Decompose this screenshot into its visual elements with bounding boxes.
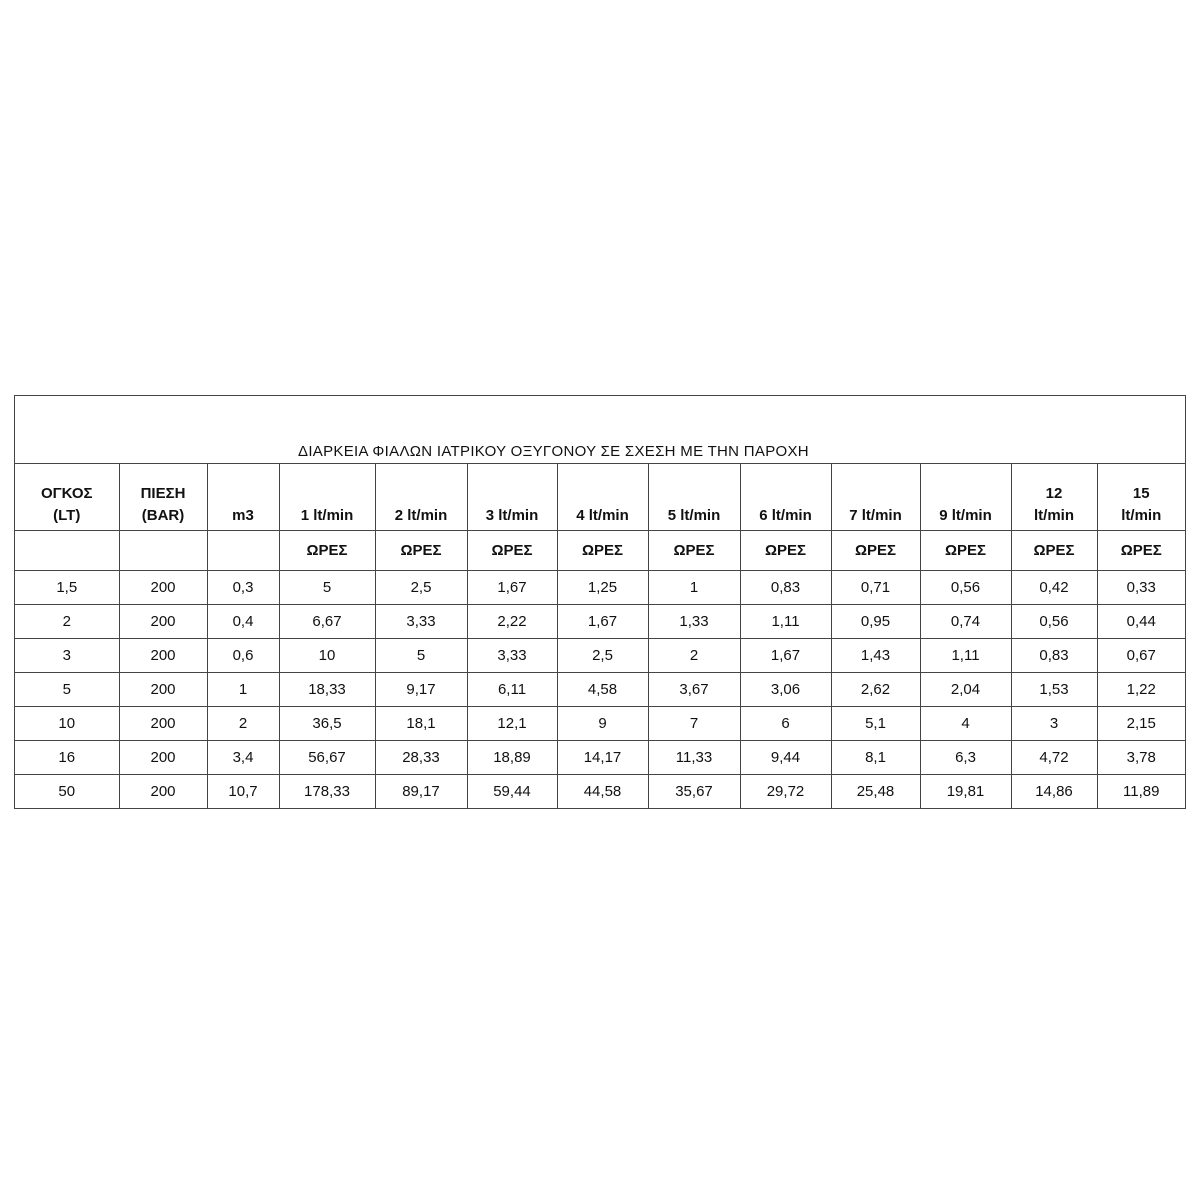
table-cell: 14,86 bbox=[1011, 775, 1097, 809]
column-header bbox=[1097, 464, 1185, 531]
unit-cell: ΩΡΕΣ bbox=[1097, 531, 1185, 571]
column-header-line1: ΠΙΕΣΗ bbox=[140, 485, 186, 502]
table-cell: 19,81 bbox=[920, 775, 1011, 809]
table-cell: 2,04 bbox=[920, 673, 1011, 707]
table-cell: 0,42 bbox=[1011, 571, 1097, 605]
column-header-line2: lt/min bbox=[1121, 507, 1162, 524]
table-cell: 178,33 bbox=[279, 775, 375, 809]
column-header bbox=[207, 464, 279, 531]
table-cell: 2,5 bbox=[375, 571, 467, 605]
table-cell: 10,7 bbox=[207, 775, 279, 809]
column-header-line2: 4 lt/min bbox=[576, 507, 629, 524]
column-header-line2: m3 bbox=[232, 507, 254, 524]
table-cell: 200 bbox=[119, 571, 207, 605]
unit-cell bbox=[15, 531, 119, 571]
column-header bbox=[15, 464, 119, 531]
table-cell: 16 bbox=[15, 741, 119, 775]
table-cell: 56,67 bbox=[279, 741, 375, 775]
column-header bbox=[467, 464, 557, 531]
table-cell: 59,44 bbox=[467, 775, 557, 809]
table-cell: 200 bbox=[119, 707, 207, 741]
table-cell: 35,67 bbox=[648, 775, 740, 809]
column-header-line2: 1 lt/min bbox=[300, 507, 354, 524]
table-cell: 0,74 bbox=[920, 605, 1011, 639]
table-cell: 2 bbox=[648, 639, 740, 673]
table-cell: 2,62 bbox=[831, 673, 920, 707]
table-cell: 9 bbox=[557, 707, 648, 741]
unit-cell: ΩΡΕΣ bbox=[648, 531, 740, 571]
table-cell: 3,67 bbox=[648, 673, 740, 707]
column-header-line1: 12 bbox=[1045, 485, 1063, 502]
table-cell: 3,4 bbox=[207, 741, 279, 775]
column-header bbox=[920, 464, 1011, 531]
table-cell: 1,25 bbox=[557, 571, 648, 605]
table-cell: 1,5 bbox=[15, 571, 119, 605]
table-title: ΔΙΑΡΚΕΙΑ ΦΙΑΛΩΝ ΙΑΤΡΙΚΟΥ ΟΞΥΓΟΝΟΥ ΣΕ ΣΧΕΣΗ ΜΕ ΤΗΝ ΠΑΡΟΧΗ bbox=[298, 443, 809, 460]
unit-row bbox=[15, 531, 1185, 571]
table-cell: 0,33 bbox=[1097, 571, 1185, 605]
column-header-line2: 5 lt/min bbox=[667, 507, 721, 524]
table-cell: 200 bbox=[119, 639, 207, 673]
table-row bbox=[15, 639, 1185, 673]
duration-table bbox=[15, 464, 1185, 808]
table-cell: 18,89 bbox=[467, 741, 557, 775]
title-row bbox=[15, 396, 1185, 464]
table-cell: 0,71 bbox=[831, 571, 920, 605]
table-cell: 1 bbox=[648, 571, 740, 605]
table-cell: 2,5 bbox=[557, 639, 648, 673]
table-cell: 0,4 bbox=[207, 605, 279, 639]
unit-cell bbox=[207, 531, 279, 571]
table-cell: 1,33 bbox=[648, 605, 740, 639]
column-header bbox=[119, 464, 207, 531]
header-row bbox=[15, 464, 1185, 531]
table-cell: 1,22 bbox=[1097, 673, 1185, 707]
table-cell: 2 bbox=[207, 707, 279, 741]
table-cell: 0,3 bbox=[207, 571, 279, 605]
table-cell: 0,83 bbox=[740, 571, 831, 605]
table-cell: 36,5 bbox=[279, 707, 375, 741]
table-cell: 4 bbox=[920, 707, 1011, 741]
table-row bbox=[15, 605, 1185, 639]
column-header-line2: lt/min bbox=[1034, 507, 1074, 524]
table-cell: 9,17 bbox=[375, 673, 467, 707]
table-cell: 9,44 bbox=[740, 741, 831, 775]
table-cell: 3,78 bbox=[1097, 741, 1185, 775]
table-cell: 1,11 bbox=[740, 605, 831, 639]
table-cell: 3,06 bbox=[740, 673, 831, 707]
table-row bbox=[15, 673, 1185, 707]
table-cell: 1,67 bbox=[467, 571, 557, 605]
column-header bbox=[1011, 464, 1097, 531]
unit-cell: ΩΡΕΣ bbox=[920, 531, 1011, 571]
table-cell: 5 bbox=[15, 673, 119, 707]
table-cell: 10 bbox=[15, 707, 119, 741]
table-cell: 89,17 bbox=[375, 775, 467, 809]
column-header-line2: (LT) bbox=[53, 507, 81, 524]
column-header-line1: 15 bbox=[1132, 485, 1150, 502]
table-cell: 1,67 bbox=[557, 605, 648, 639]
column-header-line2: 2 lt/min bbox=[394, 507, 448, 524]
table-cell: 28,33 bbox=[375, 741, 467, 775]
table-cell: 200 bbox=[119, 741, 207, 775]
unit-cell bbox=[119, 531, 207, 571]
oxygen-cylinder-duration-sheet bbox=[14, 395, 1186, 809]
table-cell: 200 bbox=[119, 605, 207, 639]
table-cell: 1,11 bbox=[920, 639, 1011, 673]
table-cell: 6,11 bbox=[467, 673, 557, 707]
table-cell: 6,67 bbox=[279, 605, 375, 639]
table-cell: 10 bbox=[279, 639, 375, 673]
column-header-line2: 7 lt/min bbox=[849, 507, 902, 524]
table-cell: 44,58 bbox=[557, 775, 648, 809]
column-header-line2: 9 lt/min bbox=[939, 507, 992, 524]
table-cell: 0,6 bbox=[207, 639, 279, 673]
unit-cell: ΩΡΕΣ bbox=[557, 531, 648, 571]
table-cell: 7 bbox=[648, 707, 740, 741]
column-header bbox=[740, 464, 831, 531]
unit-cell: ΩΡΕΣ bbox=[467, 531, 557, 571]
table-cell: 11,33 bbox=[648, 741, 740, 775]
unit-cell: ΩΡΕΣ bbox=[831, 531, 920, 571]
column-header bbox=[279, 464, 375, 531]
unit-cell: ΩΡΕΣ bbox=[740, 531, 831, 571]
table-row bbox=[15, 741, 1185, 775]
column-header-line1: ΟΓΚΟΣ bbox=[41, 485, 93, 502]
table-cell: 0,56 bbox=[1011, 605, 1097, 639]
table-cell: 5 bbox=[375, 639, 467, 673]
column-header bbox=[648, 464, 740, 531]
table-cell: 0,95 bbox=[831, 605, 920, 639]
table-cell: 2,15 bbox=[1097, 707, 1185, 741]
table-cell: 3 bbox=[1011, 707, 1097, 741]
table-cell: 5 bbox=[279, 571, 375, 605]
column-header bbox=[831, 464, 920, 531]
column-header bbox=[557, 464, 648, 531]
table-cell: 14,17 bbox=[557, 741, 648, 775]
table-cell: 200 bbox=[119, 673, 207, 707]
table-cell: 1,43 bbox=[831, 639, 920, 673]
table-cell: 3,33 bbox=[467, 639, 557, 673]
table-cell: 29,72 bbox=[740, 775, 831, 809]
table-cell: 0,83 bbox=[1011, 639, 1097, 673]
table-cell: 0,44 bbox=[1097, 605, 1185, 639]
table-cell: 3,33 bbox=[375, 605, 467, 639]
column-header-line2: 3 lt/min bbox=[485, 507, 539, 524]
unit-cell: ΩΡΕΣ bbox=[279, 531, 375, 571]
table-row bbox=[15, 571, 1185, 605]
table-cell: 200 bbox=[119, 775, 207, 809]
table-cell: 1,67 bbox=[740, 639, 831, 673]
table-cell: 2,22 bbox=[467, 605, 557, 639]
table-cell: 6,3 bbox=[920, 741, 1011, 775]
table-cell: 25,48 bbox=[831, 775, 920, 809]
column-header bbox=[375, 464, 467, 531]
table-cell: 11,89 bbox=[1123, 783, 1160, 800]
unit-cell: ΩΡΕΣ bbox=[375, 531, 467, 571]
table-cell: 1 bbox=[207, 673, 279, 707]
table-cell: 8,1 bbox=[831, 741, 920, 775]
table-cell: 18,1 bbox=[375, 707, 467, 741]
table-cell: 0,56 bbox=[920, 571, 1011, 605]
table-row bbox=[15, 707, 1185, 741]
table-cell: 4,58 bbox=[557, 673, 648, 707]
table-cell: 5,1 bbox=[831, 707, 920, 741]
table-cell: 0,67 bbox=[1097, 639, 1185, 673]
column-header-line2: (BAR) bbox=[141, 507, 185, 524]
table-cell: 18,33 bbox=[279, 673, 375, 707]
table-cell: 12,1 bbox=[467, 707, 557, 741]
table-row bbox=[15, 775, 1185, 809]
table-cell: 2 bbox=[15, 605, 119, 639]
unit-cell: ΩΡΕΣ bbox=[1011, 531, 1097, 571]
table-cell: 1,53 bbox=[1011, 673, 1097, 707]
table-cell: 6 bbox=[740, 707, 831, 741]
table-cell: 4,72 bbox=[1011, 741, 1097, 775]
table-cell: 50 bbox=[15, 775, 119, 809]
column-header-line2: 6 lt/min bbox=[759, 507, 812, 524]
table-cell: 3 bbox=[15, 639, 119, 673]
